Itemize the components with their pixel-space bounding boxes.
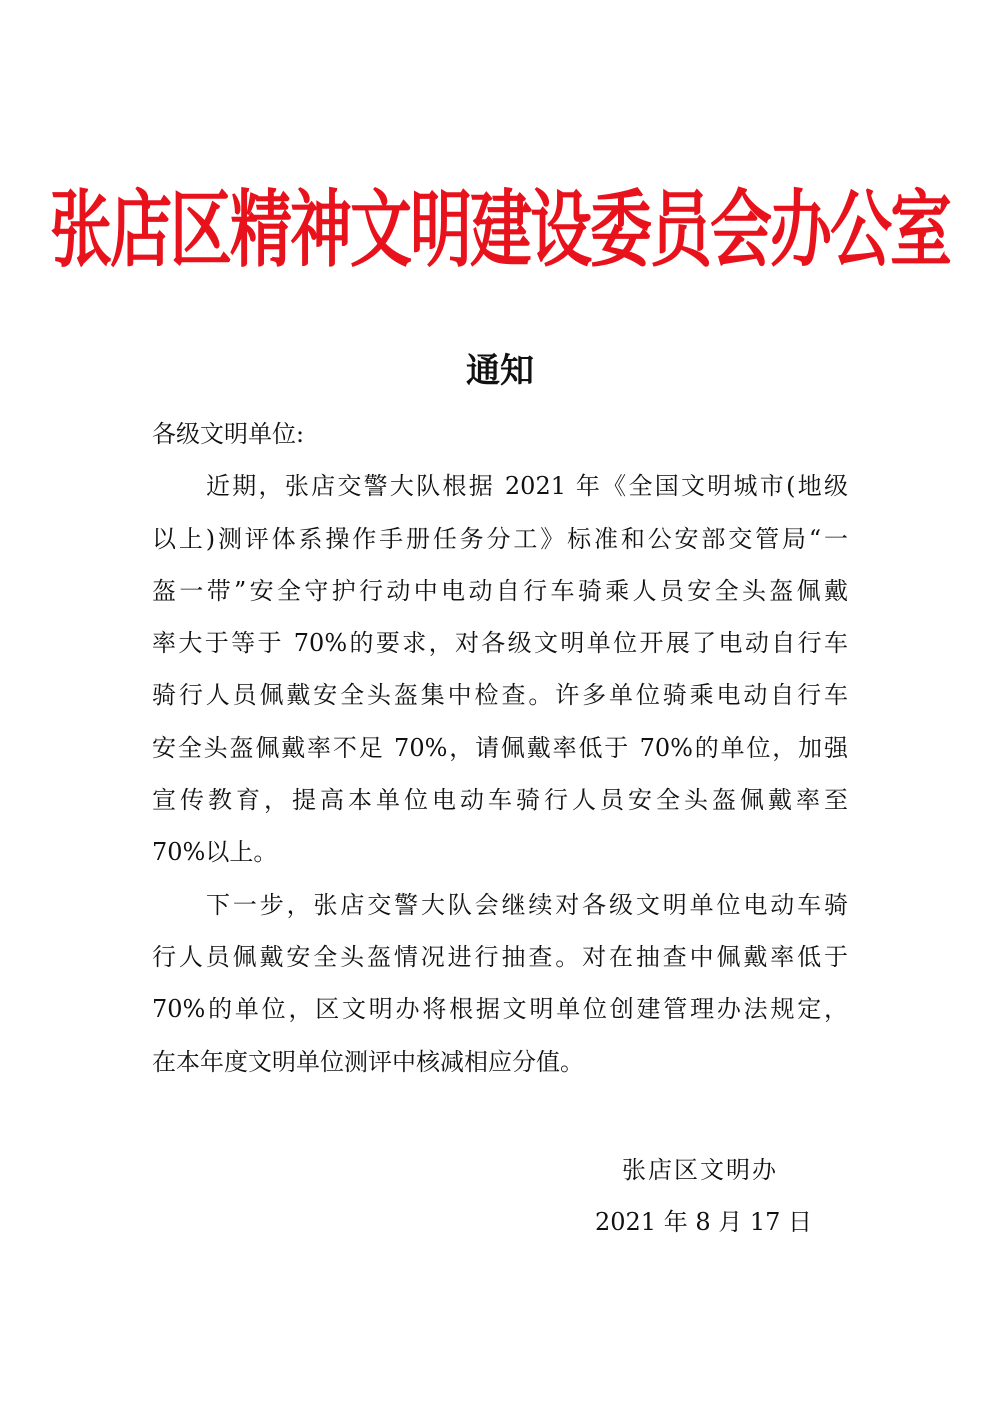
notice-title: 通知 (466, 351, 534, 391)
text-line: 骑行人员佩戴安全头盔集中检查。许多单位骑乘电动自行车 (152, 681, 848, 710)
text-line: 近期，张店交警大队根据 2021 年《全国文明城市(地级 (206, 472, 848, 501)
text-line: 率大于等于 70%的要求，对各级文明单位开展了电动自行车 (152, 629, 848, 658)
signature-date: 2021 年 8 月 17 日 (595, 1208, 813, 1236)
salutation: 各级文明单位: (152, 420, 305, 448)
text-line: 行人员佩戴安全头盔情况进行抽查。对在抽查中佩戴率低于 (152, 942, 848, 971)
text-line: 宣传教育，提高本单位电动车骑行人员安全头盔佩戴率至 (152, 786, 848, 815)
paragraph-2 (152, 885, 848, 1094)
paragraph-1 (152, 466, 848, 884)
text-line: 以上)测评体系操作手册任务分工》标准和公安部交管局“一 (152, 524, 848, 553)
text-line: 下一步，张店交警大队会继续对各级文明单位电动车骑 (206, 890, 848, 919)
document-body (152, 414, 848, 1094)
text-line: 70%的单位，区文明办将根据文明单位创建管理办法规定， (152, 995, 848, 1024)
letterhead-org-name: 张店区精神文明建设委员会办公室 (50, 179, 951, 279)
text-line: 70%以上。 (152, 838, 278, 867)
letterhead (50, 172, 951, 279)
text-line: 在本年度文明单位测评中核减相应分值。 (152, 1047, 584, 1076)
text-line: 盔一带”安全守护行动中电动自行车骑乘人员安全头盔佩戴 (152, 576, 848, 605)
signature-issuer: 张店区文明办 (622, 1156, 778, 1184)
text-line: 安全头盔佩戴率不足 70%，请佩戴率低于 70%的单位，加强 (152, 733, 848, 762)
